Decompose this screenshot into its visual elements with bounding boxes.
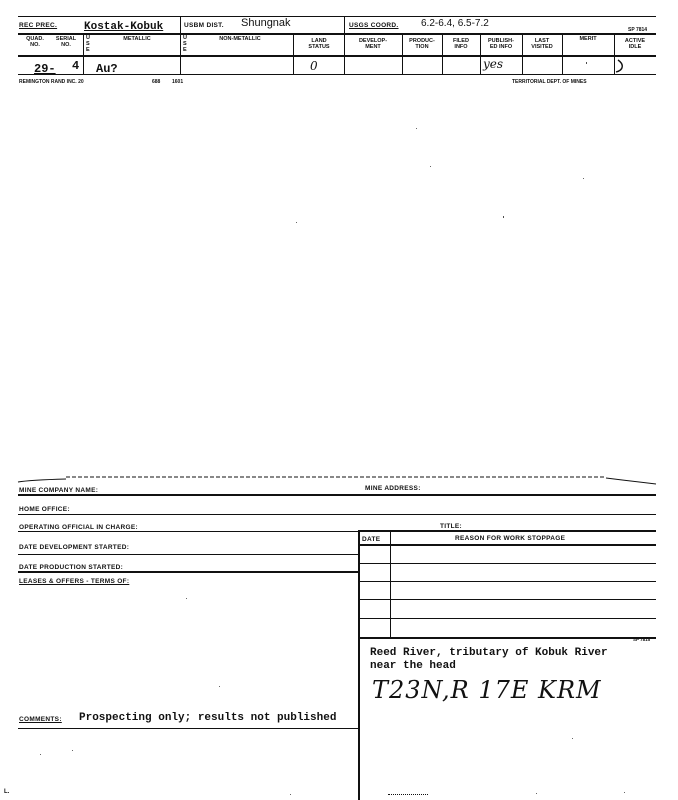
rule	[358, 637, 656, 639]
usgs-coord-value: 6.2-6.4, 6.5-7.2	[421, 18, 489, 29]
printer-code-1: 688	[152, 79, 161, 85]
leases-label: LEASES & OFFERS - TERMS OF:	[19, 578, 130, 585]
divider	[83, 33, 84, 74]
col-serial-no: SERIAL NO.	[55, 36, 77, 48]
comments-value: Prospecting only; results not published	[79, 712, 337, 724]
header-top-rule	[18, 16, 656, 17]
card-divider-line	[0, 470, 678, 490]
operating-official-label: OPERATING OFFICIAL IN CHARGE:	[19, 524, 138, 531]
divider	[180, 16, 181, 74]
col-filed-info: FILED INFO	[453, 38, 469, 50]
col-land-status: LAND STATUS	[308, 38, 330, 50]
col-use-1: U S E	[86, 35, 90, 53]
handwritten-location: T23N,R 17E KRM	[372, 676, 602, 704]
rule	[18, 728, 358, 729]
rule	[358, 599, 656, 600]
col-metallic: METALLIC	[123, 36, 151, 42]
form-number-top: SP 7814	[628, 27, 648, 33]
speck-line	[388, 794, 428, 795]
rule	[18, 494, 656, 496]
location-line-2: near the head	[370, 660, 456, 672]
rule	[358, 563, 656, 564]
comments-label: COMMENTS:	[19, 716, 62, 723]
mine-address-label: MINE ADDRESS:	[365, 485, 421, 492]
date-col-divider	[390, 530, 391, 638]
col-published-info: PUBLISH- ED INFO	[488, 38, 514, 50]
printer-line: REMINGTON RAND INC. 20	[19, 79, 84, 85]
printer-code-2: 1601	[172, 79, 184, 85]
speck	[40, 754, 41, 755]
record-metallic: Au?	[96, 62, 118, 76]
speck	[430, 166, 431, 167]
speck	[186, 598, 187, 599]
mine-company-label: MINE COMPANY NAME:	[19, 487, 99, 494]
rec-prec-value: Kostak-Kobuk	[84, 21, 164, 33]
speck	[219, 686, 220, 687]
rule	[358, 544, 656, 546]
reason-col-label: REASON FOR WORK STOPPAGE	[455, 535, 566, 542]
usbm-dist-label: USBM DIST.	[184, 22, 224, 29]
rule	[358, 581, 656, 582]
record-land-status: 0	[310, 59, 318, 73]
speck	[416, 128, 417, 129]
location-line-1: Reed River, tributary of Kobuk River	[370, 647, 608, 659]
date-production-label: DATE PRODUCTION STARTED:	[19, 564, 124, 571]
speck	[536, 793, 537, 794]
department-name: TERRITORIAL DEPT. OF MINES	[512, 79, 587, 85]
rule	[18, 571, 358, 573]
record-serial-no: 4	[72, 59, 80, 73]
col-active-idle: ACTIVE IDLE	[624, 38, 646, 50]
speck	[624, 792, 625, 793]
record-quad-no: 29-	[34, 62, 56, 76]
col-non-metallic: NON-METALLIC	[219, 36, 261, 42]
rule	[18, 554, 358, 555]
speck	[583, 178, 584, 179]
rule	[358, 618, 656, 619]
speck	[296, 222, 297, 223]
speck	[290, 794, 291, 795]
col-quad-no: QUAD. NO.	[26, 36, 44, 48]
record-row-top-rule	[18, 55, 656, 57]
usbm-dist-value: Shungnak	[241, 17, 291, 29]
date-development-label: DATE DEVELOPMENT STARTED:	[19, 544, 130, 551]
col-last-visited: LAST VISITED	[531, 38, 553, 50]
corner-mark: L.	[4, 789, 10, 795]
usgs-coord-label: USGS COORD.	[349, 22, 399, 29]
form-number-bottom: SP 7815	[633, 637, 651, 642]
speck	[72, 750, 73, 751]
merit-mark	[586, 62, 587, 64]
header-mid-rule	[18, 33, 656, 35]
speck	[572, 738, 573, 739]
col-merit: MERIT	[579, 36, 597, 42]
date-col-label: DATE	[362, 536, 381, 543]
active-idle-mark-icon	[610, 56, 630, 76]
record-published-info: yes	[483, 57, 504, 71]
rec-prec-label: REC PREC.	[19, 22, 58, 29]
col-use-2: U S E	[183, 35, 187, 53]
col-development: DEVELOP- MENT	[358, 38, 388, 50]
home-office-label: HOME OFFICE:	[19, 506, 70, 513]
col-production: PRODUC- TION	[409, 38, 435, 50]
rule	[358, 530, 656, 532]
speck	[503, 216, 504, 218]
title-label: TITLE:	[440, 523, 463, 530]
rule	[18, 514, 656, 515]
center-divider	[358, 530, 360, 800]
